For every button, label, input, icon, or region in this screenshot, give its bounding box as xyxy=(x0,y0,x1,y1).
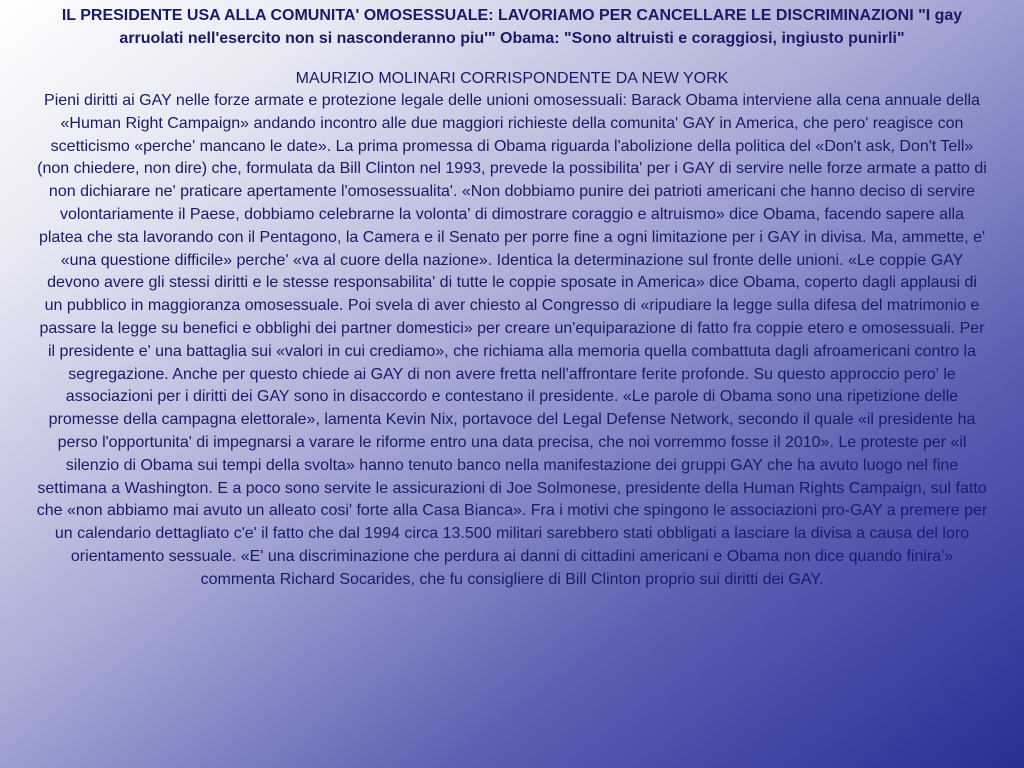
article-byline: MAURIZIO MOLINARI CORRISPONDENTE DA NEW YORK xyxy=(295,70,729,87)
article-slide xyxy=(36,4,988,592)
article-body: Pieni diritti ai GAY nelle forze armate e protezione legale delle unioni omosessuali: Barack Obama interviene alla cena annuale della «Human Right Campaign» andando incontro alle due maggiori richieste della comunita' GAY in America, che pero' reagisce con scetticismo «perche' mancano le date». La prima promessa di Obama riguarda l'abolizione della politica del «Don't ask, Don't Tell» (non chiedere, non dire) che, formulata da Bill Clinton nel 1993, prevede la possibilita' per i GAY di servire nelle forze armate a patto di non dichiarare ne' praticare apertamente l'omosessualita'. «Non dobbiamo punire dei patrioti americani che hanno deciso di servire volontariamente il Paese, dobbiamo celebrarne la volonta' di dimostrare coraggio e altruismo» dice Obama, facendo sapere alla platea che sta lavorando con il Pentagono, la Camera e il Senato per porre fine a ogni limitazione per i GAY in divisa. Ma, ammette, e' «una questione difficile» perche' «va al cuore della nazione». Identica la determinazione sul fronte delle unioni. «Le coppie GAY devono avere gli stessi diritti e le stesse responsabilita' di tutte le coppie sposate in America» dice Obama, coperto dagli applausi di un pubblico in maggioranza omosessuale. Poi svela di aver chiesto al Congresso di «ripudiare la legge sulla difesa del matrimonio e passare la legge su benefici e obblighi dei partner domestici» per creare un'equiparazione di fatto fra coppie etero e omosessuali. Per il presidente e' una battaglia sui «valori in cui crediamo», che richiama alla memoria quella combattuta dagli afroamericani contro la segregazione. Anche per questo chiede ai GAY di non avere fretta nell'affrontare ferite profonde. Su questo approccio pero' le associazioni per i diritti dei GAY sono in disaccordo e contestano il presidente. «Le parole di Obama sono una ripetizione delle promesse della campagna elettorale», lamenta Kevin Nix, portavoce del Legal Defense Network, secondo il quale «il presidente ha perso l'opportunita' di impegnarsi a varare le riforme entro una data precisa, che noi vorremmo fosse il 2010». Le proteste per «il silenzio di Obama sui tempi della svolta» hanno tenuto banco nella manifestazione dei gruppi GAY che ha avuto luogo nel fine settimana a Washington. E a poco sono servite le assicurazioni di Joe Solmonese, presidente della Human Rights Campaign, sul fatto che «non abbiamo mai avuto un alleato cosi' forte alla Casa Bianca». Fra i motivi che spingono le associazioni pro-GAY a premere per un calendario dettagliato c'e' il fatto che dal 1994 circa 13.500 militari sarebbero stati obbligati a lasciare la divisa a causa del loro orientamento sessuale. «E' una discriminazione che perdura ai danni di cittadini americani e Obama non dice quando finira'» commenta Richard Socarides, che fu consigliere di Bill Clinton proprio sui diritti dei GAY. xyxy=(36,92,988,588)
article-headline: IL PRESIDENTE USA ALLA COMUNITA' OMOSESSUALE: LAVORIAMO PER CANCELLARE LE DISCRIMINAZIONI "I gay arruolati nell'esercito non si nasconderanno piu'" Obama: "Sono altruisti e coraggiosi, ingiusto punirli" xyxy=(61,7,963,47)
